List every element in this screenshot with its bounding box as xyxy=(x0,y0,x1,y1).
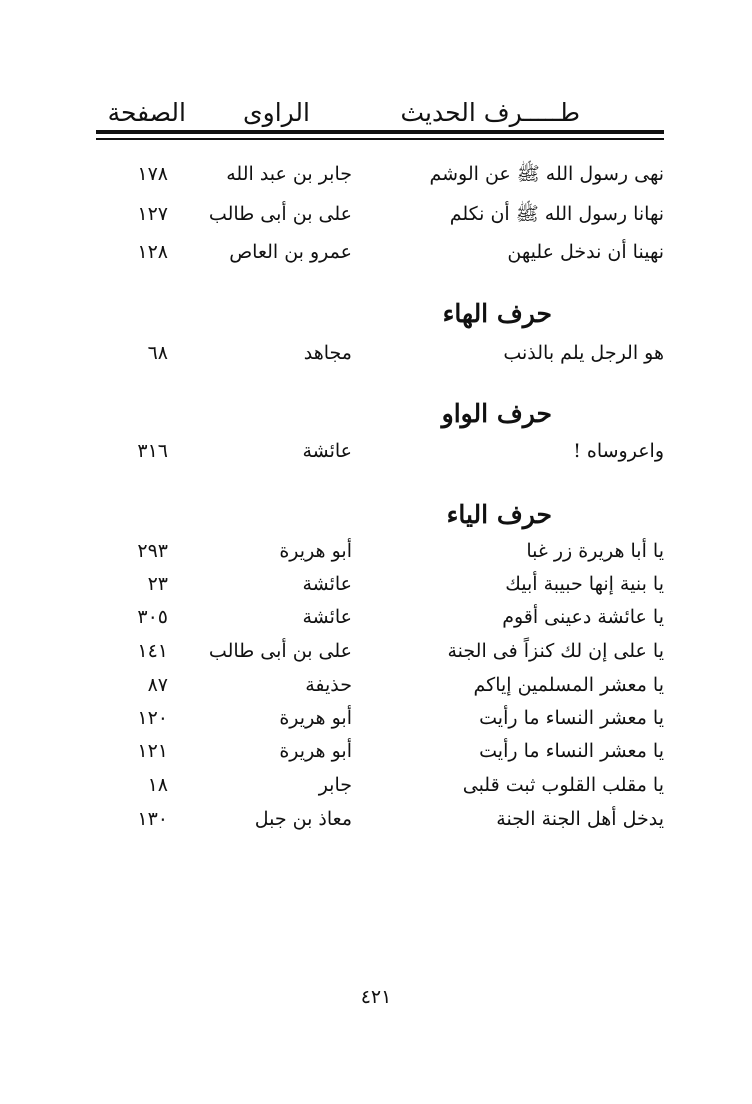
section-heading: حرف الياء xyxy=(446,500,552,529)
narrator-name: أبو هريرة xyxy=(279,740,352,762)
hadith-text: واعروساه ! xyxy=(573,440,664,462)
hadith-text: يا معشر النساء ما رأيت xyxy=(479,740,664,762)
page-ref: ٦٨ xyxy=(147,342,168,364)
page-ref: ٢٣ xyxy=(147,573,168,595)
hadith-text: يا أبا هريرة زر غبا xyxy=(526,540,664,562)
hadith-text: يدخل أهل الجنة الجنة xyxy=(496,808,664,830)
table-row xyxy=(0,734,752,768)
page-ref: ١٧٨ xyxy=(137,163,168,185)
narrator-name: على بن أبى طالب xyxy=(208,203,352,225)
page-ref: ٨٧ xyxy=(147,674,168,696)
hadith-text: هو الرجل يلم بالذنب xyxy=(503,342,664,364)
page-ref: ٣١٦ xyxy=(137,440,168,462)
column-header-hadith: طـــــرف الحديث xyxy=(400,98,580,127)
page-ref: ١٢٧ xyxy=(137,203,168,225)
narrator-name: عائشة xyxy=(302,606,352,628)
hadith-text: يا معشر النساء ما رأيت xyxy=(479,707,664,729)
page-number: ٤٢١ xyxy=(360,986,392,1008)
hadith-text: يا عائشة دعينى أقوم xyxy=(502,606,664,628)
page-ref: ١٢١ xyxy=(137,740,168,762)
table-row xyxy=(0,802,752,836)
narrator-name: جابر بن عبد الله xyxy=(226,163,352,185)
page-ref: ١٢٠ xyxy=(137,707,168,729)
page-ref: ٣٠٥ xyxy=(137,606,168,628)
table-row xyxy=(0,235,752,269)
table-row xyxy=(0,336,752,370)
table-row xyxy=(0,157,752,191)
section-heading: حرف الهاء xyxy=(442,299,552,328)
table-row xyxy=(0,567,752,601)
page-ref: ١٤١ xyxy=(137,640,168,662)
narrator-name: عائشة xyxy=(302,440,352,462)
table-row xyxy=(0,668,752,702)
hadith-text: يا بنية إنها حبيبة أبيك xyxy=(505,573,664,595)
hadith-text: يا مقلب القلوب ثبت قلبى xyxy=(462,774,664,796)
hadith-text: نهانا رسول الله ﷺ أن نكلم xyxy=(449,203,664,225)
table-row xyxy=(0,197,752,231)
header-rule-thick xyxy=(96,130,664,134)
section-heading: حرف الواو xyxy=(441,399,552,428)
narrator-name: معاذ بن جبل xyxy=(254,808,352,830)
column-header-page: الصفحة xyxy=(107,98,186,127)
page-ref: ٢٩٣ xyxy=(137,540,168,562)
narrator-name: أبو هريرة xyxy=(279,540,352,562)
table-row xyxy=(0,701,752,735)
narrator-name: عمرو بن العاص xyxy=(229,241,352,263)
column-header-narrator: الراوى xyxy=(243,98,310,127)
table-row xyxy=(0,534,752,568)
page-ref: ١٨ xyxy=(147,774,168,796)
narrator-name: عائشة xyxy=(302,573,352,595)
page-ref: ١٢٨ xyxy=(137,241,168,263)
narrator-name: حذيفة xyxy=(305,674,352,696)
narrator-name: على بن أبى طالب xyxy=(208,640,352,662)
page-ref: ١٣٠ xyxy=(137,808,168,830)
narrator-name: أبو هريرة xyxy=(279,707,352,729)
hadith-text: نهى رسول الله ﷺ عن الوشم xyxy=(429,163,664,185)
table-row xyxy=(0,634,752,668)
table-row xyxy=(0,768,752,802)
table-row xyxy=(0,434,752,468)
table-row xyxy=(0,600,752,634)
hadith-text: يا معشر المسلمين إياكم xyxy=(473,674,664,696)
narrator-name: جابر xyxy=(318,774,352,796)
header-rule-thin xyxy=(96,138,664,140)
hadith-text: يا على إن لك كنزاً فى الجنة xyxy=(447,640,664,662)
hadith-text: نهينا أن ندخل عليهن xyxy=(507,241,664,263)
narrator-name: مجاهد xyxy=(303,342,352,364)
